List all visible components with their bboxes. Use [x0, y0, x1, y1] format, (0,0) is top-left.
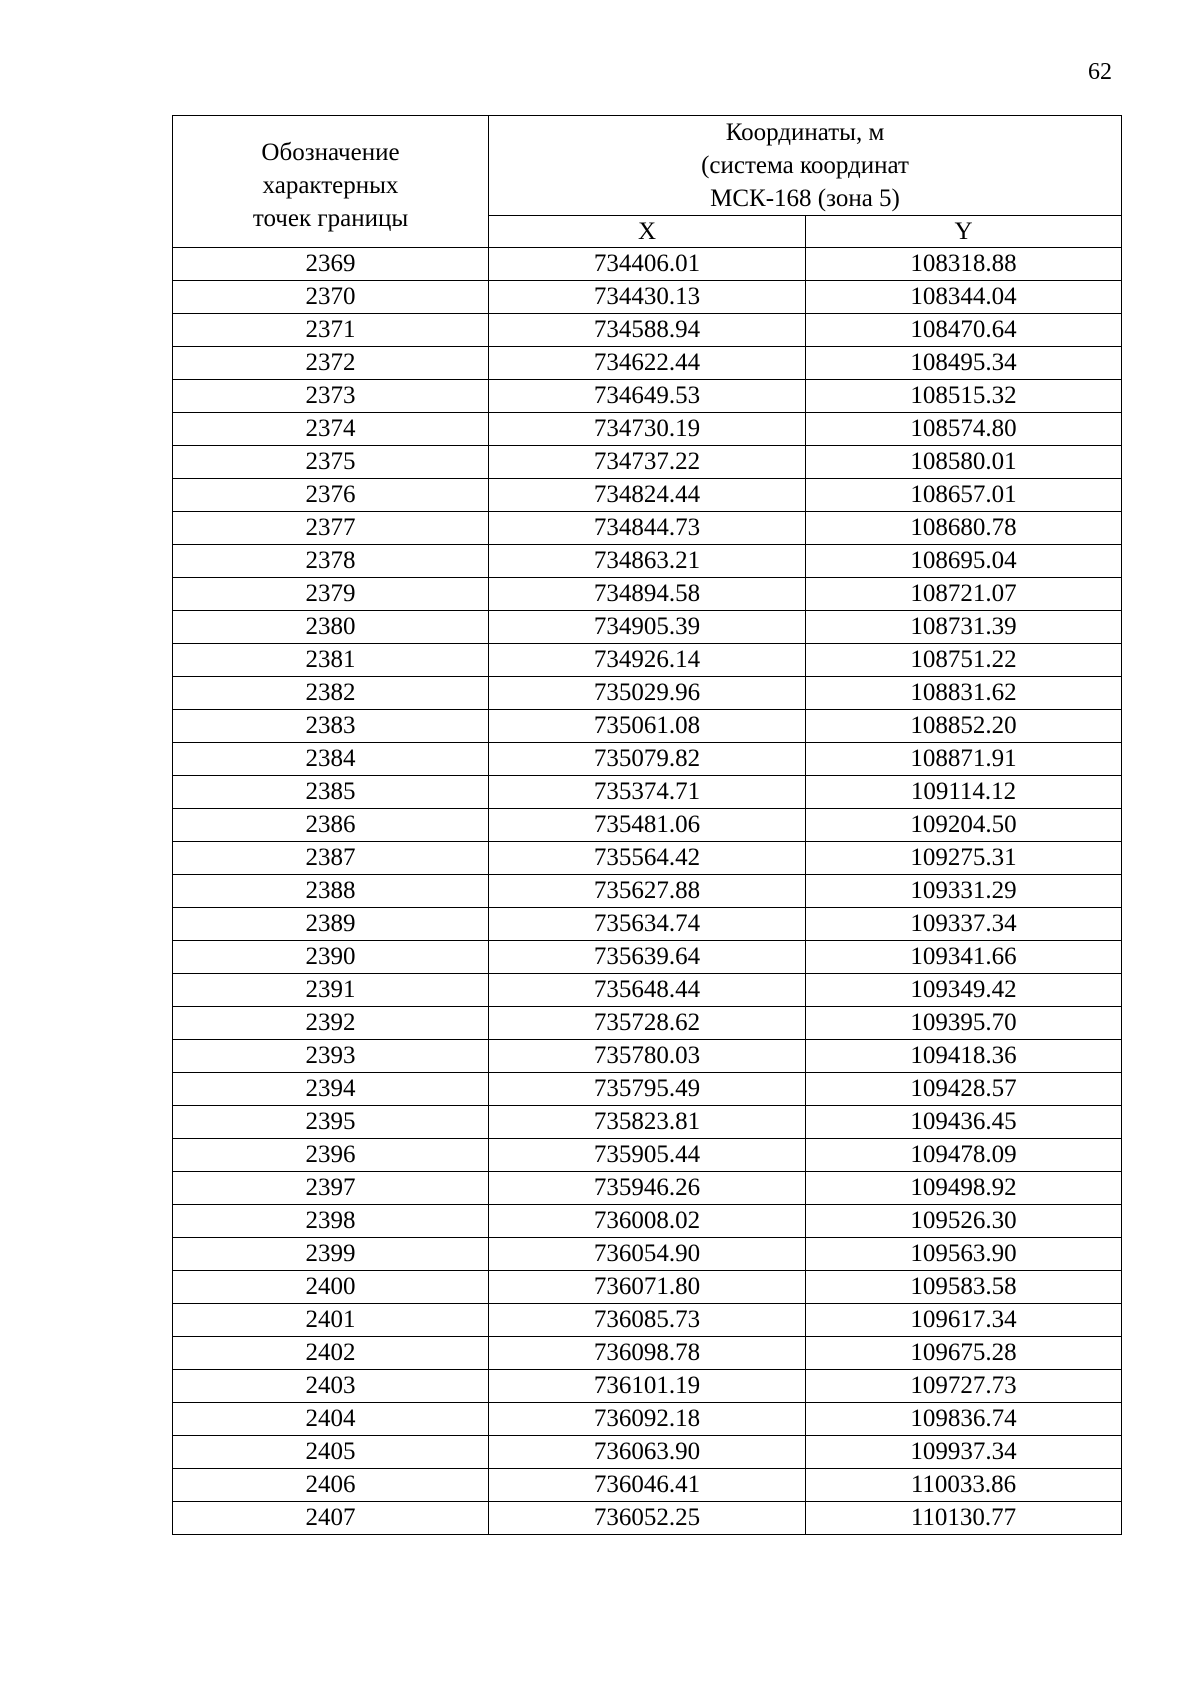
y-coordinate-cell: 109341.66 — [806, 941, 1122, 974]
x-coordinate-cell: 735648.44 — [489, 974, 806, 1007]
table-body — [173, 248, 1122, 1535]
x-coordinate-cell: 736063.90 — [489, 1436, 806, 1469]
table-row — [173, 842, 1122, 875]
table-row — [173, 710, 1122, 743]
x-coordinate-cell: 736071.80 — [489, 1271, 806, 1304]
x-coordinate-cell: 735728.62 — [489, 1007, 806, 1040]
x-coordinate-cell: 735627.88 — [489, 875, 806, 908]
table-row — [173, 578, 1122, 611]
x-coordinate-cell: 734824.44 — [489, 479, 806, 512]
point-id-cell: 2377 — [173, 512, 489, 545]
point-id-cell: 2379 — [173, 578, 489, 611]
x-coordinate-cell: 736054.90 — [489, 1238, 806, 1271]
y-coordinate-cell: 108680.78 — [806, 512, 1122, 545]
y-coordinate-cell: 108731.39 — [806, 611, 1122, 644]
table-row — [173, 809, 1122, 842]
y-coordinate-cell: 109526.30 — [806, 1205, 1122, 1238]
point-id-cell: 2405 — [173, 1436, 489, 1469]
point-id-cell: 2394 — [173, 1073, 489, 1106]
point-id-cell: 2407 — [173, 1502, 489, 1535]
y-coordinate-cell: 109395.70 — [806, 1007, 1122, 1040]
x-coordinate-cell: 734905.39 — [489, 611, 806, 644]
y-coordinate-cell: 109204.50 — [806, 809, 1122, 842]
point-id-cell: 2369 — [173, 248, 489, 281]
point-id-cell: 2403 — [173, 1370, 489, 1403]
x-coordinate-cell: 734894.58 — [489, 578, 806, 611]
x-coordinate-cell: 735795.49 — [489, 1073, 806, 1106]
y-coordinate-cell: 108580.01 — [806, 446, 1122, 479]
y-coordinate-cell: 109617.34 — [806, 1304, 1122, 1337]
table-row — [173, 974, 1122, 1007]
y-coordinate-cell: 108721.07 — [806, 578, 1122, 611]
table-row — [173, 1370, 1122, 1403]
x-coordinate-cell: 735634.74 — [489, 908, 806, 941]
y-coordinate-cell: 110033.86 — [806, 1469, 1122, 1502]
table-row — [173, 1337, 1122, 1370]
point-id-cell: 2404 — [173, 1403, 489, 1436]
point-id-cell: 2381 — [173, 644, 489, 677]
table-row — [173, 1040, 1122, 1073]
table-row — [173, 1304, 1122, 1337]
table-row — [173, 281, 1122, 314]
point-id-cell: 2371 — [173, 314, 489, 347]
table-row — [173, 479, 1122, 512]
y-coordinate-cell: 108657.01 — [806, 479, 1122, 512]
point-id-cell: 2398 — [173, 1205, 489, 1238]
point-id-cell: 2384 — [173, 743, 489, 776]
point-label-header — [173, 116, 489, 248]
point-id-cell: 2390 — [173, 941, 489, 974]
x-coordinate-cell: 736098.78 — [489, 1337, 806, 1370]
point-id-cell: 2370 — [173, 281, 489, 314]
point-id-cell: 2391 — [173, 974, 489, 1007]
y-coordinate-cell: 108574.80 — [806, 413, 1122, 446]
table-row — [173, 446, 1122, 479]
table-row — [173, 1403, 1122, 1436]
x-coordinate-cell: 736101.19 — [489, 1370, 806, 1403]
point-id-cell: 2393 — [173, 1040, 489, 1073]
y-coordinate-cell: 108831.62 — [806, 677, 1122, 710]
point-id-cell: 2399 — [173, 1238, 489, 1271]
table-row — [173, 314, 1122, 347]
table-row — [173, 611, 1122, 644]
y-coordinate-cell: 109331.29 — [806, 875, 1122, 908]
y-coordinate-cell: 108495.34 — [806, 347, 1122, 380]
y-coordinate-cell: 108318.88 — [806, 248, 1122, 281]
point-label-header-line: характерных — [262, 172, 399, 199]
y-coordinate-cell: 109498.92 — [806, 1172, 1122, 1205]
y-coordinate-cell: 109418.36 — [806, 1040, 1122, 1073]
y-coordinate-cell: 109583.58 — [806, 1271, 1122, 1304]
y-coordinate-cell: 109478.09 — [806, 1139, 1122, 1172]
y-coordinate-cell: 108344.04 — [806, 281, 1122, 314]
y-coordinate-cell: 109275.31 — [806, 842, 1122, 875]
x-coordinate-cell: 734622.44 — [489, 347, 806, 380]
table-row — [173, 1469, 1122, 1502]
table-row — [173, 1205, 1122, 1238]
table-row — [173, 644, 1122, 677]
table-row — [173, 1271, 1122, 1304]
x-coordinate-cell: 736085.73 — [489, 1304, 806, 1337]
table-row — [173, 512, 1122, 545]
x-coordinate-cell: 736008.02 — [489, 1205, 806, 1238]
coordinates-header — [489, 116, 1122, 216]
point-id-cell: 2392 — [173, 1007, 489, 1040]
x-coordinate-cell: 735061.08 — [489, 710, 806, 743]
x-coordinate-cell: 735564.42 — [489, 842, 806, 875]
y-coordinate-cell: 108871.91 — [806, 743, 1122, 776]
point-id-cell: 2388 — [173, 875, 489, 908]
point-id-cell: 2376 — [173, 479, 489, 512]
point-id-cell: 2375 — [173, 446, 489, 479]
point-id-cell: 2406 — [173, 1469, 489, 1502]
point-id-cell: 2373 — [173, 380, 489, 413]
point-id-cell: 2401 — [173, 1304, 489, 1337]
y-coordinate-cell: 109349.42 — [806, 974, 1122, 1007]
y-coordinate-cell: 109436.45 — [806, 1106, 1122, 1139]
point-id-cell: 2386 — [173, 809, 489, 842]
point-label-header-line: Обозначение — [261, 139, 400, 166]
table-row — [173, 1073, 1122, 1106]
point-id-cell: 2396 — [173, 1139, 489, 1172]
point-id-cell: 2397 — [173, 1172, 489, 1205]
x-coordinate-cell: 735374.71 — [489, 776, 806, 809]
coordinates-table — [172, 115, 1122, 1535]
x-coordinate-cell: 735823.81 — [489, 1106, 806, 1139]
y-coordinate-cell: 108852.20 — [806, 710, 1122, 743]
coordinates-header-line: Координаты, м — [725, 119, 885, 146]
table-row — [173, 1436, 1122, 1469]
coordinates-header-line: (система координат — [701, 152, 909, 179]
table-row — [173, 875, 1122, 908]
point-id-cell: 2372 — [173, 347, 489, 380]
x-coordinate-cell: 736092.18 — [489, 1403, 806, 1436]
table-row — [173, 1502, 1122, 1535]
table-row — [173, 1139, 1122, 1172]
point-id-cell: 2374 — [173, 413, 489, 446]
point-id-cell: 2378 — [173, 545, 489, 578]
point-label-header-line: точек границы — [252, 205, 409, 232]
x-coordinate-cell: 735481.06 — [489, 809, 806, 842]
table-row — [173, 413, 1122, 446]
x-column-header: X — [489, 216, 806, 248]
table-row — [173, 1106, 1122, 1139]
point-id-cell: 2383 — [173, 710, 489, 743]
x-coordinate-cell: 734844.73 — [489, 512, 806, 545]
x-coordinate-cell: 734649.53 — [489, 380, 806, 413]
y-coordinate-cell: 109937.34 — [806, 1436, 1122, 1469]
point-id-cell: 2387 — [173, 842, 489, 875]
y-coordinate-cell: 109114.12 — [806, 776, 1122, 809]
x-coordinate-cell: 736046.41 — [489, 1469, 806, 1502]
y-coordinate-cell: 109428.57 — [806, 1073, 1122, 1106]
table-row — [173, 380, 1122, 413]
y-coordinate-cell: 108515.32 — [806, 380, 1122, 413]
x-coordinate-cell: 735780.03 — [489, 1040, 806, 1073]
table-row — [173, 347, 1122, 380]
x-coordinate-cell: 735029.96 — [489, 677, 806, 710]
x-coordinate-cell: 735905.44 — [489, 1139, 806, 1172]
point-id-cell: 2400 — [173, 1271, 489, 1304]
x-coordinate-cell: 735079.82 — [489, 743, 806, 776]
table-row — [173, 908, 1122, 941]
y-column-header: Y — [806, 216, 1122, 248]
table-header — [173, 116, 1122, 248]
table-row — [173, 1007, 1122, 1040]
y-coordinate-cell: 109337.34 — [806, 908, 1122, 941]
x-coordinate-cell: 735639.64 — [489, 941, 806, 974]
x-coordinate-cell: 734863.21 — [489, 545, 806, 578]
y-coordinate-cell: 110130.77 — [806, 1502, 1122, 1535]
y-coordinate-cell: 109563.90 — [806, 1238, 1122, 1271]
point-id-cell: 2395 — [173, 1106, 489, 1139]
x-coordinate-cell: 734730.19 — [489, 413, 806, 446]
point-id-cell: 2380 — [173, 611, 489, 644]
table-row — [173, 545, 1122, 578]
y-coordinate-cell: 109836.74 — [806, 1403, 1122, 1436]
point-id-cell: 2389 — [173, 908, 489, 941]
y-coordinate-cell: 109727.73 — [806, 1370, 1122, 1403]
x-coordinate-cell: 734406.01 — [489, 248, 806, 281]
table-row — [173, 776, 1122, 809]
point-id-cell: 2402 — [173, 1337, 489, 1370]
table-row — [173, 677, 1122, 710]
x-coordinate-cell: 734926.14 — [489, 644, 806, 677]
point-id-cell: 2385 — [173, 776, 489, 809]
table-row — [173, 1238, 1122, 1271]
y-coordinate-cell: 108470.64 — [806, 314, 1122, 347]
x-coordinate-cell: 734430.13 — [489, 281, 806, 314]
x-coordinate-cell: 735946.26 — [489, 1172, 806, 1205]
table-row — [173, 941, 1122, 974]
x-coordinate-cell: 734737.22 — [489, 446, 806, 479]
x-coordinate-cell: 734588.94 — [489, 314, 806, 347]
table-row — [173, 743, 1122, 776]
point-id-cell: 2382 — [173, 677, 489, 710]
coordinates-header-line: МСК-168 (зона 5) — [710, 185, 900, 212]
table-row — [173, 248, 1122, 281]
y-coordinate-cell: 109675.28 — [806, 1337, 1122, 1370]
page-number: 62 — [1088, 59, 1112, 85]
x-coordinate-cell: 736052.25 — [489, 1502, 806, 1535]
y-coordinate-cell: 108695.04 — [806, 545, 1122, 578]
y-coordinate-cell: 108751.22 — [806, 644, 1122, 677]
table-row — [173, 1172, 1122, 1205]
